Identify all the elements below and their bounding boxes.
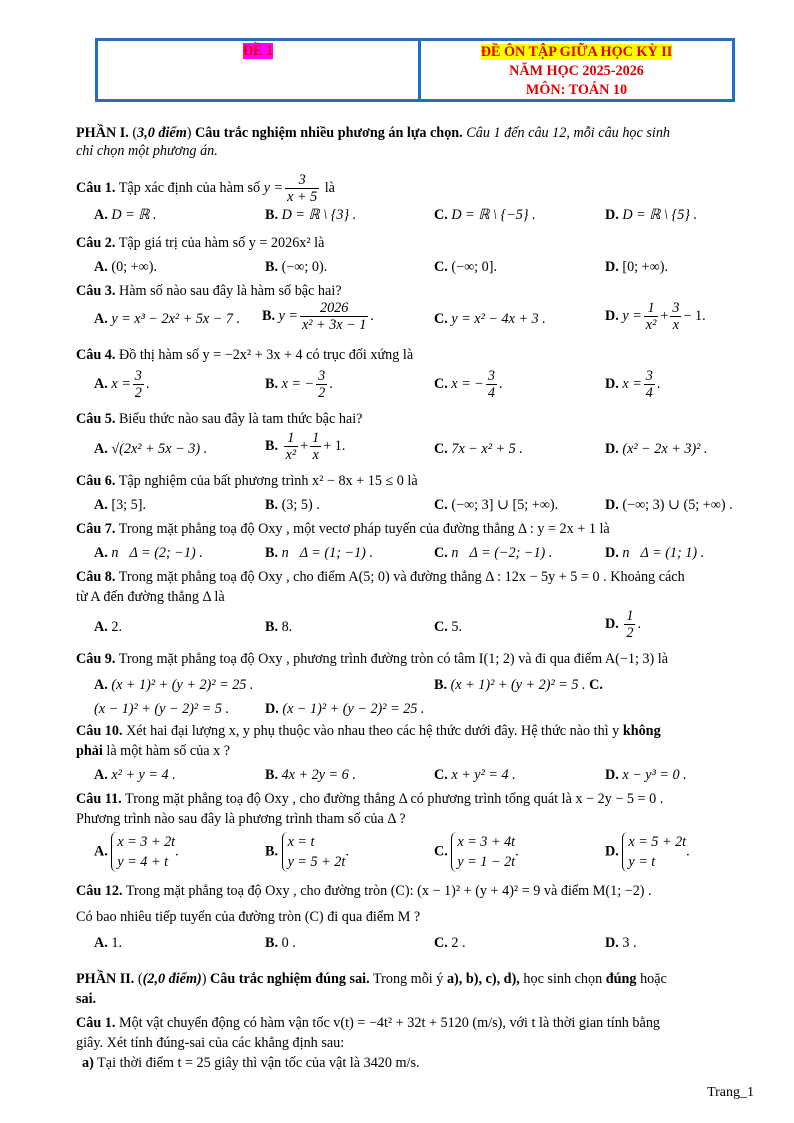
q12-option-d[interactable]: D. 3 .	[605, 935, 637, 951]
q3-option-c[interactable]: C. y = x² − 4x + 3 .	[434, 311, 546, 327]
q9-option-d[interactable]: D. (x − 1)² + (y − 2)² = 25 .	[265, 701, 425, 717]
q9-option-b[interactable]: B. (x + 1)² + (y + 2)² = 5 . C.	[434, 677, 603, 693]
q8-option-a[interactable]: A. 2.	[94, 619, 122, 635]
q1-option-d[interactable]: D. D = ℝ \ {5} .	[605, 207, 698, 223]
q3-option-b[interactable]: B. y = $\frac{2026}{\text{x² + 3x − 1}}$ .	[262, 300, 374, 333]
q8-stem: Câu 8. Trong mặt phẳng toạ độ Oxy , cho điểm A(5; 0) và đường thẳng Δ : 12x − 5y + 5 = 0 . Khoảng cách	[76, 569, 685, 585]
q6-option-a[interactable]: A. [3; 5].	[94, 497, 147, 513]
part1-heading: PHẦN I. (3,0 điểm) Câu trắc nghiệm nhiều phương án lựa chọn. Câu 1 đến câu 12, mỗi câu học sinh	[76, 125, 671, 141]
q5-option-a[interactable]: A. √(2x² + 5x − 3) .	[94, 441, 208, 457]
q4-option-b[interactable]: B. x = − $\frac{3}{2}$ .	[265, 368, 333, 401]
q7-option-b[interactable]: B. n⃗Δ = (1; −1) .	[265, 545, 374, 561]
q11-option-a[interactable]: A. x = 3 + 2t y = 4 + t .	[94, 834, 179, 870]
page-number: Trang_1	[707, 1085, 754, 1100]
part2-heading: PHẦN II. ((2,0 điểm)) Câu trắc nghiệm đúng sai. Trong mỗi ý a), b), c), d), học sinh chọn đúng hoặc	[76, 971, 667, 987]
q9-option-a[interactable]: A. (x + 1)² + (y + 2)² = 25 .	[94, 677, 254, 693]
q9-stem: Câu 9. Trong mặt phẳng toạ độ Oxy , phương trình đường tròn có tâm I(1; 2) và đi qua điểm A(−1; 3) là	[76, 651, 669, 667]
q1-option-b[interactable]: B. D = ℝ \ {3} .	[265, 207, 357, 223]
q1-option-a[interactable]: A. D = ℝ .	[94, 207, 157, 223]
q3-option-a[interactable]: A. y = x³ − 2x² + 5x − 7 .	[94, 311, 241, 327]
q11-option-c[interactable]: C. x = 3 + 4t y = 1 − 2t .	[434, 834, 519, 870]
q8-option-d[interactable]: D. $\frac{1}{2}$ .	[605, 608, 641, 641]
q7-option-c[interactable]: C. n⃗Δ = (−2; −1) .	[434, 545, 553, 561]
q8-option-c[interactable]: C. 5.	[434, 619, 462, 635]
header-right-cell	[421, 41, 732, 99]
q1-stem: Câu 1. Tập xác định của hàm số y = $\frac{3}{x + 5}$ là	[76, 172, 335, 205]
q11-stem-cont: Phương trình nào sau đây là phương trình tham số của Δ ?	[76, 811, 406, 827]
q12-stem: Câu 12. Trong mặt phẳng toạ độ Oxy , cho đường tròn (C): (x − 1)² + (y + 4)² = 9 và điểm M(1; −2) .	[76, 883, 652, 899]
q10-option-b[interactable]: B. 4x + 2y = 6 .	[265, 767, 356, 783]
q1-option-c[interactable]: C. D = ℝ \ {−5} .	[434, 207, 536, 223]
q3-option-d[interactable]: D. y = $\frac{1}{\text{x²}}$ + $\frac{3}{x}$ − 1.	[605, 300, 706, 333]
q4-stem: Câu 4. Đồ thị hàm số y = −2x² + 3x + 4 có trục đối xứng là	[76, 347, 414, 363]
q7-stem: Câu 7. Trong mặt phẳng toạ độ Oxy , một vectơ pháp tuyến của đường thẳng Δ : y = 2x + 1 là	[76, 521, 610, 537]
header-left-cell	[98, 41, 421, 99]
q6-stem: Câu 6. Tập nghiệm của bất phương trình x² − 8x + 15 ≤ 0 là	[76, 473, 418, 489]
q10-stem: Câu 10. Xét hai đại lượng x, y phụ thuộc vào nhau theo các hệ thức dưới đây. Hệ thức nào thì y không	[76, 723, 661, 739]
q9-option-c[interactable]: (x − 1)² + (y − 2)² = 5 .	[94, 701, 230, 717]
q11-option-d[interactable]: D. x = 5 + 2t y = t .	[605, 834, 690, 870]
q12-option-b[interactable]: B. 0 .	[265, 935, 296, 951]
q10-option-d[interactable]: D. x − y³ = 0 .	[605, 767, 687, 783]
q5-option-b[interactable]: B. $\frac{1}{\text{x²}}$ + $\frac{1}{x}$ + 1.	[265, 430, 346, 463]
q2-option-a[interactable]: A. (0; +∞).	[94, 259, 158, 275]
exam-title: ĐỀ ÔN TẬP GIỮA HỌC KỲ II	[480, 44, 673, 60]
q8-stem-cont: từ A đến đường thẳng Δ là	[76, 589, 225, 605]
q5-option-d[interactable]: D. (x² − 2x + 3)² .	[605, 441, 708, 457]
p2q1-statement-a[interactable]: a) Tại thời điểm t = 25 giây thì vận tốc của vật là 3420 m/s.	[82, 1055, 420, 1071]
p2q1-stem: Câu 1. Một vật chuyển động có hàm vận tốc v(t) = −4t² + 32t + 5120 (m/s), với t là thời gian tính bằng	[76, 1015, 661, 1031]
q2-stem: Câu 2. Tập giá trị của hàm số y = 2026x² là	[76, 235, 325, 251]
q8-option-b[interactable]: B. 8.	[265, 619, 293, 635]
q12-option-c[interactable]: C. 2 .	[434, 935, 466, 951]
q6-option-b[interactable]: B. (3; 5) .	[265, 497, 320, 513]
q3-stem: Câu 3. Hàm số nào sau đây là hàm số bậc hai?	[76, 283, 342, 299]
q7-option-a[interactable]: A. n⃗Δ = (2; −1) .	[94, 545, 203, 561]
exam-header	[95, 38, 735, 102]
q6-option-c[interactable]: C. (−∞; 3] ∪ [5; +∞).	[434, 497, 559, 513]
exam-code: ĐỀ 1	[242, 43, 274, 59]
q11-option-b[interactable]: B. x = t y = 5 + 2t .	[265, 834, 349, 870]
q6-option-d[interactable]: D. (−∞; 3) ∪ (5; +∞) .	[605, 497, 733, 513]
q2-option-d[interactable]: D. [0; +∞).	[605, 259, 669, 275]
q4-option-c[interactable]: C. x = − $\frac{3}{4}$ .	[434, 368, 503, 401]
q4-option-d[interactable]: D. x = $\frac{3}{4}$ .	[605, 368, 661, 401]
school-year: NĂM HỌC 2025-2026	[509, 63, 644, 79]
q11-stem: Câu 11. Trong mặt phẳng toạ độ Oxy , cho đường thẳng Δ có phương trình tổng quát là x − 2y − 5 = 0 .	[76, 791, 664, 807]
q5-option-c[interactable]: C. 7x − x² + 5 .	[434, 441, 523, 457]
p2q1-stem-cont: giây. Xét tính đúng-sai của các khẳng định sau:	[76, 1035, 345, 1051]
q10-stem-cont: phải là một hàm số của x ?	[76, 743, 231, 759]
q2-option-b[interactable]: B. (−∞; 0).	[265, 259, 328, 275]
q5-stem: Câu 5. Biểu thức nào sau đây là tam thức bậc hai?	[76, 411, 363, 427]
q12-option-a[interactable]: A. 1.	[94, 935, 122, 951]
q10-option-c[interactable]: C. x + y² = 4 .	[434, 767, 516, 783]
part1-instruction: chỉ chọn một phương án.	[76, 143, 218, 159]
q12-stem-cont: Có bao nhiêu tiếp tuyến của đường tròn (C) đi qua điểm M ?	[76, 909, 421, 925]
part2-heading-cont: sai.	[76, 991, 97, 1007]
q7-option-d[interactable]: D. n⃗Δ = (1; 1) .	[605, 545, 705, 561]
subject: MÔN: TOÁN 10	[525, 82, 628, 98]
q4-option-a[interactable]: A. x = $\frac{3}{2}$ .	[94, 368, 150, 401]
q10-option-a[interactable]: A. x² + y = 4 .	[94, 767, 176, 783]
q2-option-c[interactable]: C. (−∞; 0].	[434, 259, 498, 275]
